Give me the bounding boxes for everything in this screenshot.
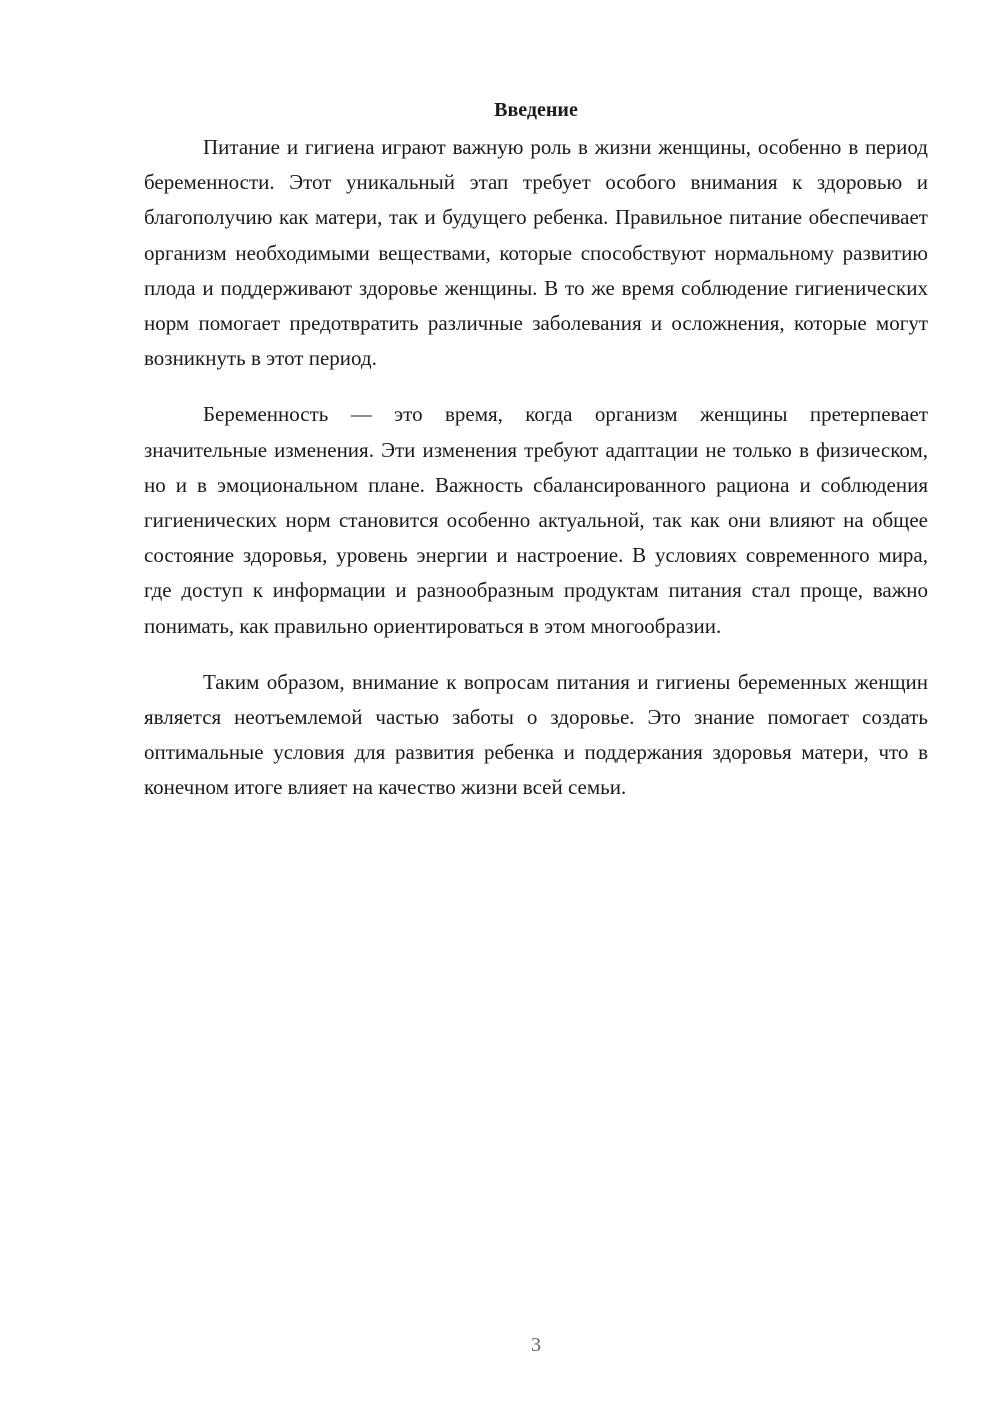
section-title: Введение xyxy=(494,99,578,121)
page-content xyxy=(144,92,928,827)
paragraph-1: Питание и гигиена играют важную роль в жизни женщины, особенно в период беременности. Этот уникальный этап требует особого внимания к здоровью и благополучию как матери, так и будущего ребенка. Правильное питание обеспечивает организм необходимыми веществами, которые способствуют нормальному развитию плода и поддерживают здоровье женщины. В то же время соблюдение гигиенических норм помогает предотвратить различные заболевания и осложнения, которые могут возникнуть в этот период. xyxy=(144,135,928,371)
paragraph-2: Беременность — это время, когда организм женщины претерпевает значительные изменения. Эти изменения требуют адаптации не только в физическом, но и в эмоциональном плане. Важность сбалансированного рациона и соблюдения гигиенических норм становится особенно актуальной, так как они влияют на общее состояние здоровья, уровень энергии и настроение. В условиях современного мира, где доступ к информации и разнообразным продуктам питания стал проще, важно понимать, как правильно ориентироваться в этом многообразии. xyxy=(144,402,928,638)
paragraph-3: Таким образом, внимание к вопросам питания и гигиены беременных женщин является неотъемлемой частью заботы о здоровье. Это знание помогает создать оптимальные условия для развития ребенка и поддержания здоровья матери, что в конечном итоге влияет на качество жизни всей семьи. xyxy=(144,669,928,800)
page-number: 3 xyxy=(531,1334,541,1356)
